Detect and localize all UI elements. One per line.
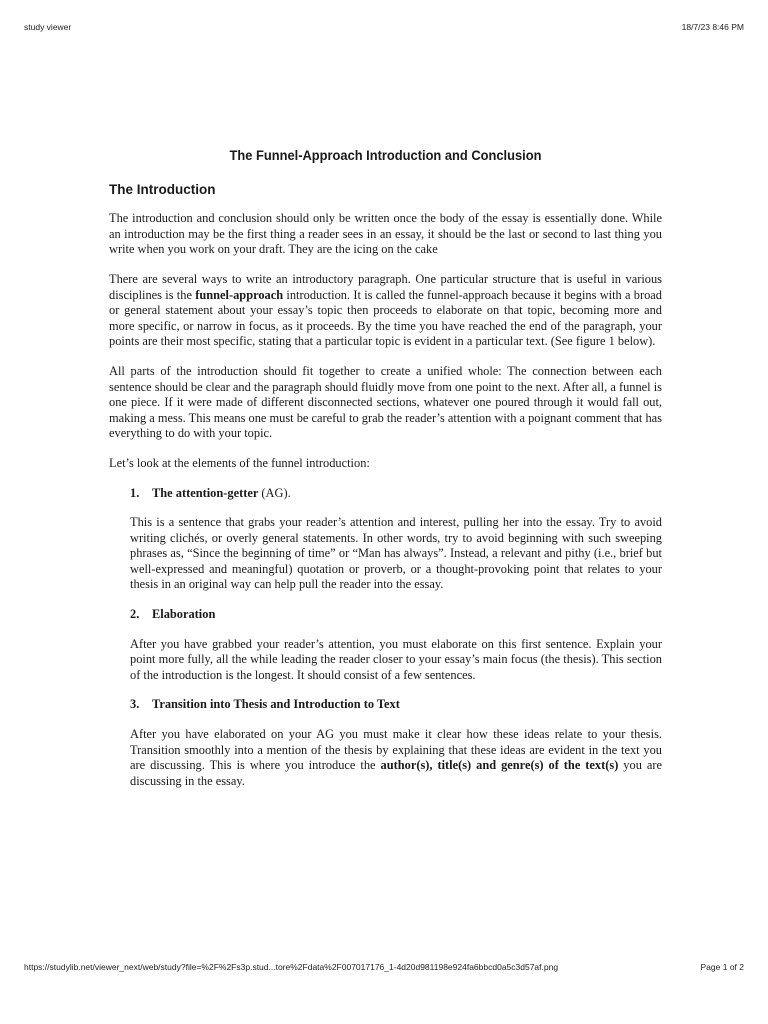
list-item-title: Transition into Thesis and Introduction to Text (152, 697, 400, 712)
paragraph-2-bold-term: funnel-approach (195, 287, 284, 302)
list-item-body-1: This is a sentence that grabs your reader’s attention and interest, pulling her into the essay. Try to avoid writing clichés, or overly general statements. In other words, try to avoid beginning with such sweeping phrases as, “Since the beginning of time” or “Man has always”. Instead, a relevant and pithy (i.e., brief but well-expressed and meaningful) quotation or proverb, or a thought-provoking point that relates to your thesis in an original way can help pull the reader into the essay. (130, 515, 662, 592)
list-item-heading-1 (130, 486, 662, 502)
list-item-suffix: (AG). (258, 485, 291, 500)
source-url: https://studylib.net/viewer_next/web/study?file=%2F%2Fs3p.stud...tore%2Fdata%2F007017176_1-4d20d981198e924fa6bbcd0a5c3d57af.png (24, 962, 559, 972)
list-number: 1. (130, 485, 140, 500)
list-item-body-3 (130, 727, 662, 789)
document-page (109, 148, 662, 803)
paragraph-2 (109, 272, 662, 350)
paragraph-3: All parts of the introduction should fit together to create a unified whole: The connection between each sentence should be clear and the paragraph should fluidly move from one point to the next. After all, a funnel is one piece. If it were made of different disconnected sections, whatever one poured through it would fall out, making a mess. This means one must be careful to grab the reader’s attention with a poignant comment that has everything to do with your topic. (109, 363, 662, 441)
list-item-body-3-text-a: After you have elaborated on your AG you must make it clear how these ideas relate to your thesis. Transition smoothly into a mention of the thesis by explaining that these ideas are evident in the text you are discussing. This is where you introduce the (130, 727, 662, 773)
section-heading-introduction: The Introduction (109, 181, 216, 197)
list-item-title: The attention-getter (152, 485, 259, 500)
list-item-body-3-text-b: you are discussing in the essay. (130, 758, 662, 788)
document-title: The Funnel-Approach Introduction and Conclusion (229, 147, 542, 163)
list-item-title: Elaboration (152, 607, 216, 622)
list-item-body-3-bold: author(s), title(s) and genre(s) of the text(s) (380, 758, 619, 773)
paragraph-4: Let’s look at the elements of the funnel introduction: (109, 455, 370, 470)
list-item-heading-3 (130, 697, 662, 713)
print-datetime: 18/7/23 8:46 PM (681, 22, 744, 32)
list-number: 2. (130, 607, 140, 622)
paragraph-1: The introduction and conclusion should only be written once the body of the essay is essentially done. While an introduction may be the first thing a reader sees in an essay, it should be the last or second to last thing you write when you work on your draft. They are the icing on the cake (109, 211, 662, 257)
app-title: study viewer (24, 22, 72, 32)
paragraph-2-text-a: There are several ways to write an introductory paragraph. One particular structure that is useful in various disciplines is the (109, 271, 662, 302)
paragraph-2-text-b: introduction. It is called the funnel-approach because it begins with a broad or general statement about your essay’s topic then proceeds to elaborate on that topic, becoming more and more specific, or narrow in focus, as it proceeds. By the time you have reached the end of the paragraph, your points are their most specific, stating that a particular topic is evident in a particular text. (See figure 1 below). (109, 287, 662, 349)
list-item-heading-2 (130, 607, 662, 623)
page-indicator: Page 1 of 2 (700, 962, 744, 972)
list-item-body-2: After you have grabbed your reader’s attention, you must elaborate on this first sentence. Explain your point more fully, all the while leading the reader closer to your essay’s main focus (the thesis). This section of the introduction is the longest. It should consist of a few sentences. (130, 636, 662, 682)
list-number: 3. (130, 697, 140, 712)
